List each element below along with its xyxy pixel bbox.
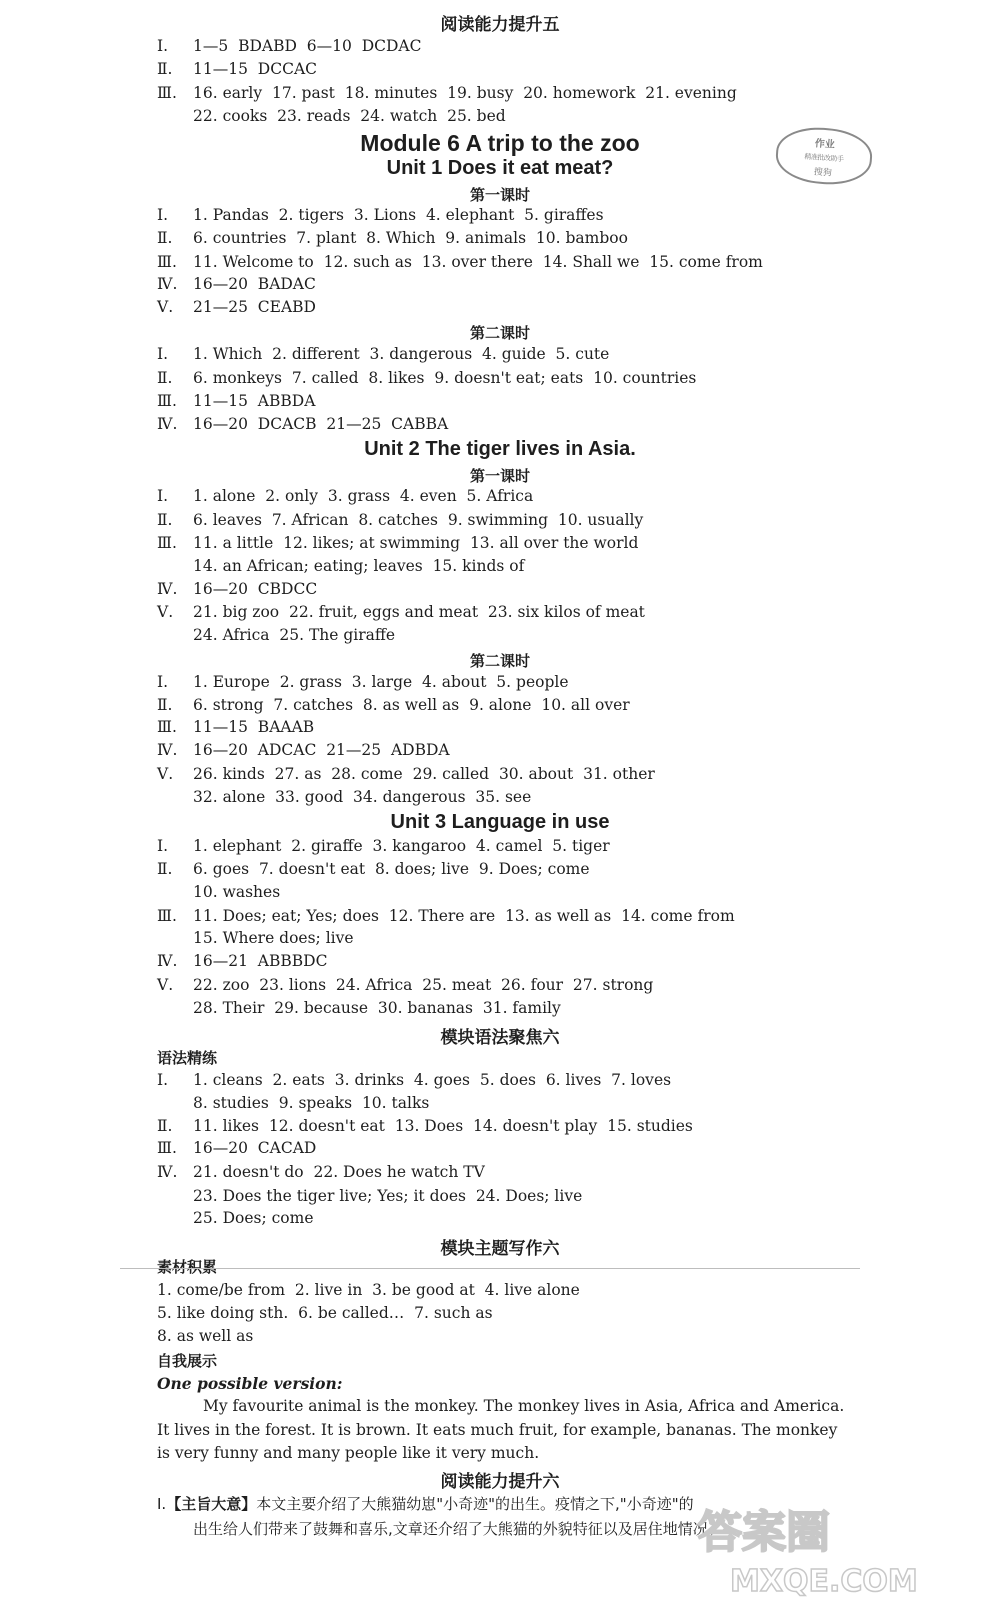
row-text: 11—15 BAAAB (193, 718, 315, 736)
row-text: 32. alone 33. good 34. dangerous 35. see (193, 788, 532, 806)
writing-title: 模块主题写作六 (440, 1239, 560, 1259)
answer-row (157, 275, 316, 293)
summary-text: 本文主要介绍了大熊猫幼崽"小奇迹"的出生。疫情之下,"小奇迹"的 (256, 1495, 694, 1513)
summary-line: 出生给人们带来了鼓舞和喜乐,文章还介绍了大熊猫的外貌特征以及居住地情况。 (193, 1520, 723, 1538)
answer-row (193, 1187, 582, 1205)
module-title: Module 6 A trip to the zoo (360, 130, 640, 156)
row-text: 21—25 CEABD (193, 298, 316, 316)
row-text: 16—20 DCACB 21—25 CABBA (193, 415, 449, 433)
answer-row (157, 696, 630, 714)
answer-row (193, 1094, 429, 1112)
row-text: 11—15 DCCAC (193, 60, 317, 78)
row-text: 11. Welcome to 12. such as 13. over there 14. Shall we 15. come from (193, 253, 763, 271)
answer-row (157, 345, 609, 363)
row-text: 11. a little 12. likes; at swimming 13. all over the world (193, 534, 639, 552)
row-text: 22. cooks 23. reads 24. watch 25. bed (193, 107, 506, 125)
lesson-title: 第二课时 (469, 324, 530, 342)
row-number: Ⅰ. (157, 345, 169, 363)
row-number: Ⅰ. (157, 673, 169, 691)
row-number: Ⅴ. (157, 765, 174, 783)
answer-row (157, 487, 533, 505)
answer-row (157, 37, 421, 55)
row-text: 22. zoo 23. lions 24. Africa 25. meat 26. four 27. strong (193, 976, 654, 994)
answer-row (157, 1139, 316, 1157)
row-number: Ⅱ. (157, 369, 173, 387)
watermark-text: 答案圈 (698, 1507, 830, 1558)
row-text: 11. Does; eat; Yes; does 12. There are 13. as well as 14. come from (193, 907, 735, 925)
watermark-text: MXQE.COM (730, 1564, 918, 1599)
answer-row (157, 603, 645, 621)
row-number: Ⅴ. (157, 298, 174, 316)
answer-row (157, 84, 737, 102)
answer-row (157, 741, 450, 759)
row-text: 26. kinds 27. as 28. come 29. called 30. about 31. other (193, 765, 655, 783)
lesson-title: 第二课时 (469, 652, 530, 670)
row-number: Ⅳ. (157, 741, 178, 759)
answer-row (157, 253, 763, 271)
row-number: Ⅰ. (157, 487, 169, 505)
answer-row (157, 1117, 693, 1135)
writing-label: 自我展示 (157, 1352, 218, 1370)
answer-row (157, 673, 569, 691)
row-number: Ⅴ. (157, 603, 174, 621)
row-number: Ⅱ. (157, 60, 173, 78)
row-number: Ⅲ. (157, 907, 177, 925)
answer-row (157, 206, 604, 224)
answer-row (193, 107, 506, 125)
answer-row (193, 999, 561, 1017)
row-text: 1. alone 2. only 3. grass 4. even 5. Africa (193, 487, 534, 505)
row-text: 1. Pandas 2. tigers 3. Lions 4. elephant 5. giraffes (193, 206, 604, 224)
row-text: 1. elephant 2. giraffe 3. kangaroo 4. camel 5. tiger (193, 837, 610, 855)
answer-row (157, 298, 316, 316)
row-text: 16—20 CACAD (193, 1139, 317, 1157)
stamp-text: 搜狗 (813, 167, 833, 179)
paragraph-line: is very funny and many people like it very much. (157, 1444, 540, 1462)
answer-row (157, 860, 590, 878)
row-number: Ⅳ. (157, 1163, 178, 1181)
answer-row (157, 580, 317, 598)
grammar-title: 模块语法聚焦六 (440, 1028, 560, 1048)
paragraph-line: My favourite animal is the monkey. The monkey lives in Asia, Africa and America. (203, 1397, 845, 1415)
row-text: 16—20 BADAC (193, 275, 316, 293)
answer-row (157, 952, 327, 970)
grammar-label: 语法精练 (157, 1049, 218, 1067)
row-text: 6. strong 7. catches 8. as well as 9. alone 10. all over (193, 696, 630, 714)
list-item: 8. as well as (157, 1327, 254, 1345)
row-text: 6. countries 7. plant 8. Which 9. animals 10. bamboo (193, 229, 628, 247)
answer-row (157, 837, 610, 855)
answer-row (157, 369, 696, 387)
row-text: 25. Does; come (193, 1209, 314, 1227)
divider (120, 1268, 860, 1269)
version-label: One possible version: (157, 1374, 343, 1393)
answer-row (193, 929, 354, 947)
row-number: Ⅱ. (157, 696, 173, 714)
answer-row (193, 883, 280, 901)
row-number: Ⅳ. (157, 580, 178, 598)
watermark-logo (690, 1495, 980, 1600)
answer-row (157, 1071, 671, 1089)
answer-row (157, 907, 735, 925)
row-number: Ⅱ. (157, 1117, 173, 1135)
reading6-title: 阅读能力提升六 (440, 1472, 560, 1492)
row-number: Ⅳ. (157, 415, 178, 433)
row-text: 11—15 ABBDA (193, 392, 316, 410)
reading5-title: 阅读能力提升五 (440, 15, 560, 35)
row-text: 6. monkeys 7. called 8. likes 9. doesn't eat; eats 10. countries (193, 369, 697, 387)
row-text: 10. washes (193, 883, 281, 901)
row-number: Ⅰ. (157, 1071, 169, 1089)
paragraph-line: It lives in the forest. It is brown. It eats much fruit, for example, bananas. The monkey (157, 1421, 838, 1439)
answer-row (157, 392, 315, 410)
row-text: 1. Which 2. different 3. dangerous 4. guide 5. cute (193, 345, 610, 363)
unit3-title: Unit 3 Language in use (390, 811, 610, 833)
summary-line (157, 1493, 694, 1514)
row-text: 1. cleans 2. eats 3. drinks 4. goes 5. does 6. lives 7. loves (193, 1071, 672, 1089)
row-number: Ⅴ. (157, 976, 174, 994)
answer-row (157, 976, 653, 994)
row-number: Ⅳ. (157, 275, 178, 293)
row-number: Ⅰ. (157, 206, 169, 224)
list-item: 1. come/be from 2. live in 3. be good at 4. live alone (157, 1281, 580, 1299)
answer-row (157, 60, 317, 78)
row-number: Ⅱ. (157, 229, 173, 247)
lesson-title: 第一课时 (469, 467, 530, 485)
row-number: Ⅰ. (157, 37, 169, 55)
row-number: Ⅲ. (157, 534, 177, 552)
unit1-title: Unit 1 Does it eat meat? (386, 157, 614, 179)
writing-label: 素材积累 (157, 1258, 218, 1276)
answer-row (157, 229, 628, 247)
row-text: 16—20 CBDCC (193, 580, 318, 598)
row-text: 11. likes 12. doesn't eat 13. Does 14. doesn't play 15. studies (193, 1117, 693, 1135)
row-text: 15. Where does; live (193, 929, 354, 947)
lesson-title: 第一课时 (469, 186, 530, 204)
row-text: 21. doesn't do 22. Does he watch TV (193, 1163, 485, 1181)
row-number: Ⅲ. (157, 1139, 177, 1157)
answer-row (193, 788, 531, 806)
row-text: 6. leaves 7. African 8. catches 9. swimming 10. usually (193, 511, 644, 529)
row-number: Ⅰ. (157, 837, 169, 855)
row-text: 23. Does the tiger live; Yes; it does 24. Does; live (193, 1187, 583, 1205)
stamp-text: 作业 (814, 138, 836, 151)
answer-row (193, 1209, 314, 1227)
list-item: 5. like doing sth. 6. be called… 7. such as (157, 1304, 493, 1322)
row-text: 8. studies 9. speaks 10. talks (193, 1094, 430, 1112)
row-text: 6. goes 7. doesn't eat 8. does; live 9. Does; come (193, 860, 590, 878)
answer-row (193, 626, 395, 644)
answer-row (157, 1163, 485, 1181)
row-text: 1—5 BDABD 6—10 DCDAC (193, 37, 422, 55)
row-text: 16—21 ABBBDC (193, 952, 328, 970)
row-number: Ⅰ. (157, 1495, 167, 1513)
row-text: 21. big zoo 22. fruit, eggs and meat 23. six kilos of meat (193, 603, 645, 621)
answer-row (157, 511, 643, 529)
row-text: 14. an African; eating; leaves 15. kinds of (193, 557, 525, 575)
answer-row (157, 534, 638, 552)
row-text: 16—20 ADCAC 21—25 ADBDA (193, 741, 450, 759)
row-number: Ⅲ. (157, 84, 177, 102)
answer-row (193, 557, 524, 575)
unit2-title: Unit 2 The tiger lives in Asia. (364, 438, 636, 460)
row-number: Ⅲ. (157, 718, 177, 736)
row-number: Ⅱ. (157, 860, 173, 878)
stamp-text: 精准批改助手 (804, 152, 844, 164)
row-number: Ⅱ. (157, 511, 173, 529)
row-number: Ⅳ. (157, 952, 178, 970)
answer-row (157, 415, 448, 433)
answer-row (157, 718, 314, 736)
summary-tag: 【主旨大意】 (166, 1495, 257, 1513)
row-number: Ⅲ. (157, 253, 177, 271)
row-text: 28. Their 29. because 30. bananas 31. family (193, 999, 561, 1017)
row-text: 24. Africa 25. The giraffe (193, 626, 396, 644)
row-number: Ⅲ. (157, 392, 177, 410)
row-text: 1. Europe 2. grass 3. large 4. about 5. people (193, 673, 569, 691)
answer-row (157, 765, 655, 783)
row-text: 16. early 17. past 18. minutes 19. busy 20. homework 21. evening (193, 84, 737, 102)
